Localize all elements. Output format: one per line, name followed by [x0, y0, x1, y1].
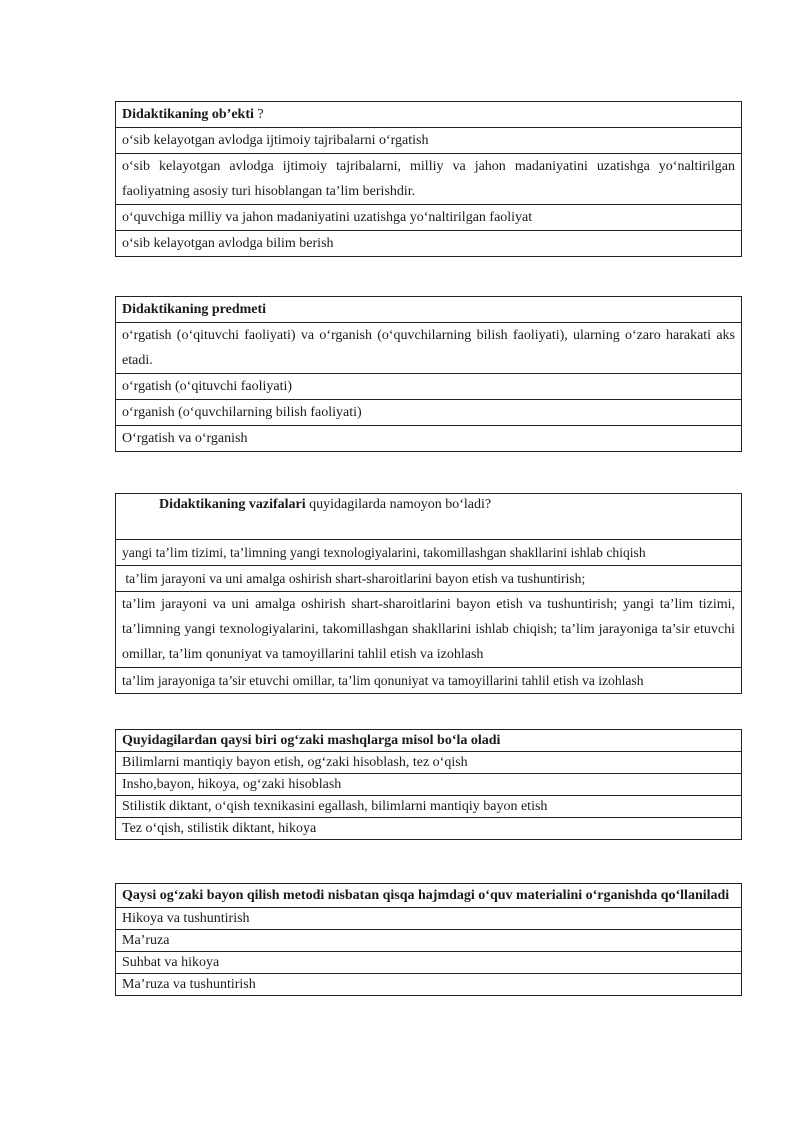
question-cell	[116, 884, 741, 907]
question-cell	[116, 297, 741, 322]
question-title: Didaktikaning ob’ekti	[122, 107, 254, 122]
question-table-5	[115, 883, 742, 996]
answer-option-1: Hikoya va tushuntirish	[116, 907, 741, 929]
answer-option-2: Insho,bayon, hikoya, og‘zaki hisoblash	[116, 773, 741, 795]
question-table-2	[115, 296, 742, 452]
answer-option-4: O‘rgatish va o‘rganish	[116, 425, 741, 451]
answer-option-3: Suhbat va hikoya	[116, 951, 741, 973]
question-title: Didaktikaning vazifalari	[159, 497, 306, 512]
answer-option-1: yangi ta’lim tizimi, ta’limning yangi texnologiyalarini, takomillashgan shakllarini ishlab chiqish	[116, 539, 741, 565]
question-cell	[116, 494, 741, 539]
answer-option-4: ta’lim jarayoniga ta’sir etuvchi omillar, ta’lim qonuniyat va tamoyillarini tahlil etish va izohlash	[116, 667, 741, 693]
answer-option-1: o‘rgatish (o‘qituvchi faoliyati) va o‘rganish (o‘quvchilarning bilish faoliyati), ularning o‘zaro harakati aks etadi.	[116, 322, 741, 373]
answer-option-2: o‘rgatish (o‘qituvchi faoliyati)	[116, 373, 741, 399]
question-table-3	[115, 493, 742, 694]
question-suffix: ?	[253, 107, 264, 122]
answer-option-3: Stilistik diktant, o‘qish texnikasini egallash, bilimlarni mantiqiy bayon etish	[116, 795, 741, 817]
question-cell	[116, 102, 741, 127]
question-table-4	[115, 729, 742, 840]
answer-option-3: o‘rganish (o‘quvchilarning bilish faoliyati)	[116, 399, 741, 425]
answer-option-2: Ma’ruza	[116, 929, 741, 951]
answer-option-3: o‘quvchiga milliy va jahon madaniyatini uzatishga yo‘naltirilgan faoliyat	[116, 204, 741, 230]
answer-option-1: o‘sib kelayotgan avlodga ijtimoiy tajribalarni o‘rgatish	[116, 127, 741, 153]
question-title: Qaysi og‘zaki bayon qilish metodi nisbatan qisqa hajmdagi o‘quv materialini o‘rganishda qo‘llaniladi	[122, 888, 730, 903]
answer-option-4: o‘sib kelayotgan avlodga bilim berish	[116, 230, 741, 256]
answer-option-1: Bilimlarni mantiqiy bayon etish, og‘zaki hisoblash, tez o‘qish	[116, 751, 741, 773]
question-suffix: quyidagilarda namoyon bo‘ladi?	[305, 497, 492, 512]
question-title: Didaktikaning predmeti	[122, 302, 267, 317]
answer-option-2: ta’lim jarayoni va uni amalga oshirish shart-sharoitlarini bayon etish va tushuntirish;	[116, 565, 741, 591]
question-table-1	[115, 101, 742, 257]
answer-option-4: Tez o‘qish, stilistik diktant, hikoya	[116, 817, 741, 839]
question-cell	[116, 730, 741, 751]
answer-option-4: Ma’ruza va tushuntirish	[116, 973, 741, 995]
question-title: Quyidagilardan qaysi biri og‘zaki mashqlarga misol bo‘la oladi	[122, 733, 501, 748]
answer-option-2: o‘sib kelayotgan avlodga ijtimoiy tajribalarni, milliy va jahon madaniyatini uzatishga yo‘naltirilgan faoliyatning asosiy turi hisoblangan ta’lim berishdir.	[116, 153, 741, 204]
answer-option-3: ta’lim jarayoni va uni amalga oshirish shart-sharoitlarini bayon etish va tushuntirish; yangi ta’lim tizimi, ta’limning yangi texnologiyalarini, takomillashgan shakllarini ishlab chiqish; ta’lim jarayoniga ta’sir etuvchi omillar, ta’lim qonuniyat va tamoyillarini tahlil etish va izohlash	[116, 591, 741, 667]
